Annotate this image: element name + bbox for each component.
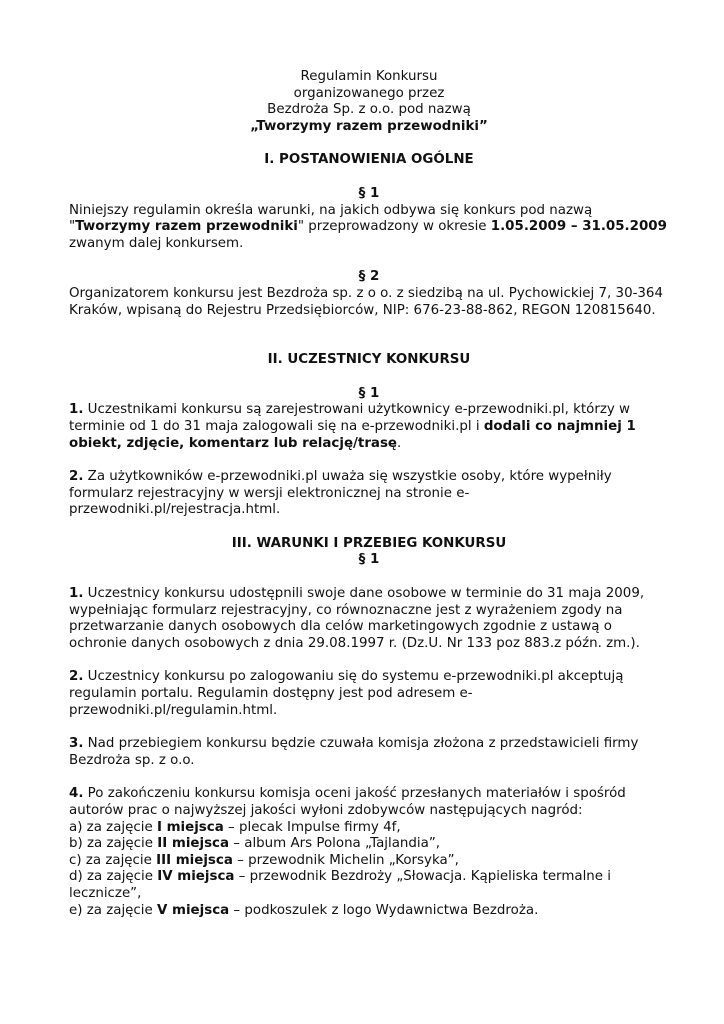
text-span: Uczestnicy konkursu udostępnili swoje dane osobowe w terminie do 31 maja 2009, wypełniając formularz rejestracyjny, co równoznaczne jest z wyrażeniem zgody na przetwarzanie danych osobowych dla celów marketingowych zgodnie z ustawą o ochronie danych osobowych z dnia 29.08.1997 r. (Dz.U. Nr 133 poz 883.z późn. zm.). bbox=[69, 586, 645, 651]
section-3-item-2 bbox=[69, 669, 669, 719]
document-title bbox=[69, 69, 669, 135]
text-span: e) za zajęcie bbox=[69, 902, 157, 918]
section-3-item-3 bbox=[69, 736, 669, 769]
title-line-2: organizowanego przez bbox=[293, 85, 445, 101]
text-span: – plecak Impulse firmy 4f, bbox=[223, 819, 401, 835]
section-3-heading-text: III. WARUNKI I PRZEBIEG KONKURSU bbox=[231, 535, 507, 551]
text-span: – przewodnik Bezdroży „Słowacja. Kąpieliska termalne i lecznicze”, bbox=[69, 869, 612, 901]
prize-item bbox=[69, 903, 669, 920]
text-span: – album Ars Polona „Tajlandia”, bbox=[229, 836, 441, 852]
section-2-marker bbox=[69, 386, 669, 403]
section-3-heading bbox=[69, 536, 669, 553]
section-1-heading-text: I. POSTANOWIENIA OGÓLNE bbox=[264, 152, 474, 168]
section-2-heading bbox=[69, 352, 669, 369]
section-3-marker bbox=[69, 552, 669, 569]
text-span: zwanym dalej konkursem. bbox=[69, 235, 244, 251]
section-2-heading-text: II. UCZESTNICY KONKURSU bbox=[267, 352, 471, 368]
section-3-item-4 bbox=[69, 786, 669, 819]
paragraph-marker: § 1 bbox=[358, 552, 380, 568]
text-span: Niniejszy regulamin określa warunki, na jakich odbywa się konkurs pod nazwą bbox=[69, 202, 593, 218]
text-span: – przewodnik Michelin „Korsyka”, bbox=[232, 852, 459, 868]
text-span: Nad przebiegiem konkursu będzie czuwała komisja złożona z przedstawicieli firmy Bezdroża sp. z o.o. bbox=[69, 736, 639, 768]
text-span: Uczestnikami konkursu są zarejestrowani użytkownicy e-przewodniki.pl, którzy w terminie od 1 do 31 maja zalogowali się na e-przewodniki.pl i bbox=[69, 402, 631, 434]
paragraph-marker: § 1 bbox=[358, 185, 380, 201]
prize-item bbox=[69, 836, 669, 853]
item-number: 2. bbox=[69, 669, 84, 685]
text-span: Po zakończeniu konkursu komisja oceni jakość przesłanych materiałów i spośród autorów prac o najwyższej jakości wyłoni zdobywców następujących nagród: bbox=[69, 786, 626, 818]
text-span: Uczestnicy konkursu po zalogowaniu się do systemu e-przewodniki.pl akceptują regulamin portalu. Regulamin dostępny jest pod adresem e-przewodniki.pl/regulamin.html. bbox=[69, 669, 624, 718]
contest-period: 1.05.2009 – 31.05.2009 bbox=[490, 219, 667, 235]
section-1-para-2-text: Organizatorem konkursu jest Bezdroża sp. z o o. z siedzibą na ul. Pychowickiej 7, 30-364 Kraków, wpisaną do Rejestru Przedsiębiorców, NIP: 676-23-88-862, REGON 120815640. bbox=[69, 285, 663, 318]
text-span: . bbox=[397, 435, 402, 451]
section-3-item-1 bbox=[69, 586, 669, 652]
text-span: a) za zajęcie bbox=[69, 819, 157, 835]
item-number: 3. bbox=[69, 736, 84, 752]
section-2-item-1 bbox=[69, 402, 669, 452]
item-number: 2. bbox=[69, 469, 84, 485]
prize-item bbox=[69, 853, 669, 870]
requirement-bold: dodali co najmniej 1 obiekt, zdjęcie, komentarz lub relację/trasę bbox=[69, 418, 636, 451]
title-line-3: Bezdroża Sp. z o.o. pod nazwą bbox=[267, 102, 471, 118]
prize-place: III miejsca bbox=[156, 852, 233, 868]
document-page bbox=[69, 69, 669, 919]
section-1-para-2-marker bbox=[69, 269, 669, 286]
item-number: 1. bbox=[69, 586, 84, 602]
prize-item bbox=[69, 869, 669, 902]
section-2-item-2 bbox=[69, 469, 669, 519]
prize-place: I miejsca bbox=[156, 819, 224, 835]
title-line-1: Regulamin Konkursu bbox=[300, 69, 438, 84]
text-span: – podkoszulek z logo Wydawnictwa Bezdroża. bbox=[229, 902, 539, 918]
contest-name-bold: Tworzymy razem przewodniki bbox=[75, 219, 298, 235]
item-number: 1. bbox=[69, 402, 84, 418]
contest-name: „Tworzymy razem przewodniki” bbox=[250, 118, 488, 134]
paragraph-marker: § 2 bbox=[358, 269, 380, 285]
text-span: c) za zajęcie bbox=[69, 852, 157, 868]
title-line-4 bbox=[69, 119, 669, 136]
paragraph-marker: § 1 bbox=[358, 385, 380, 401]
text-span: d) za zajęcie bbox=[69, 869, 158, 885]
item-number: 4. bbox=[69, 786, 84, 802]
section-1-heading bbox=[69, 152, 669, 169]
section-1-para-1-text bbox=[69, 203, 669, 253]
text-span: Za użytkowników e-przewodniki.pl uważa się wszystkie osoby, które wypełniły formularz rejestracyjny w wersji elektronicznej na stronie e-przewodniki.pl/rejestracja.html. bbox=[69, 469, 612, 518]
prize-place: II miejsca bbox=[157, 836, 230, 852]
text-span: " bbox=[69, 219, 76, 235]
prize-item bbox=[69, 820, 669, 837]
prize-place: IV miejsca bbox=[157, 869, 235, 885]
text-span: " przeprowadzony w okresie bbox=[297, 219, 491, 235]
section-1-para-1-marker bbox=[69, 186, 669, 203]
text-span: b) za zajęcie bbox=[69, 836, 158, 852]
prize-place: V miejsca bbox=[156, 902, 230, 918]
prize-list bbox=[69, 820, 669, 920]
